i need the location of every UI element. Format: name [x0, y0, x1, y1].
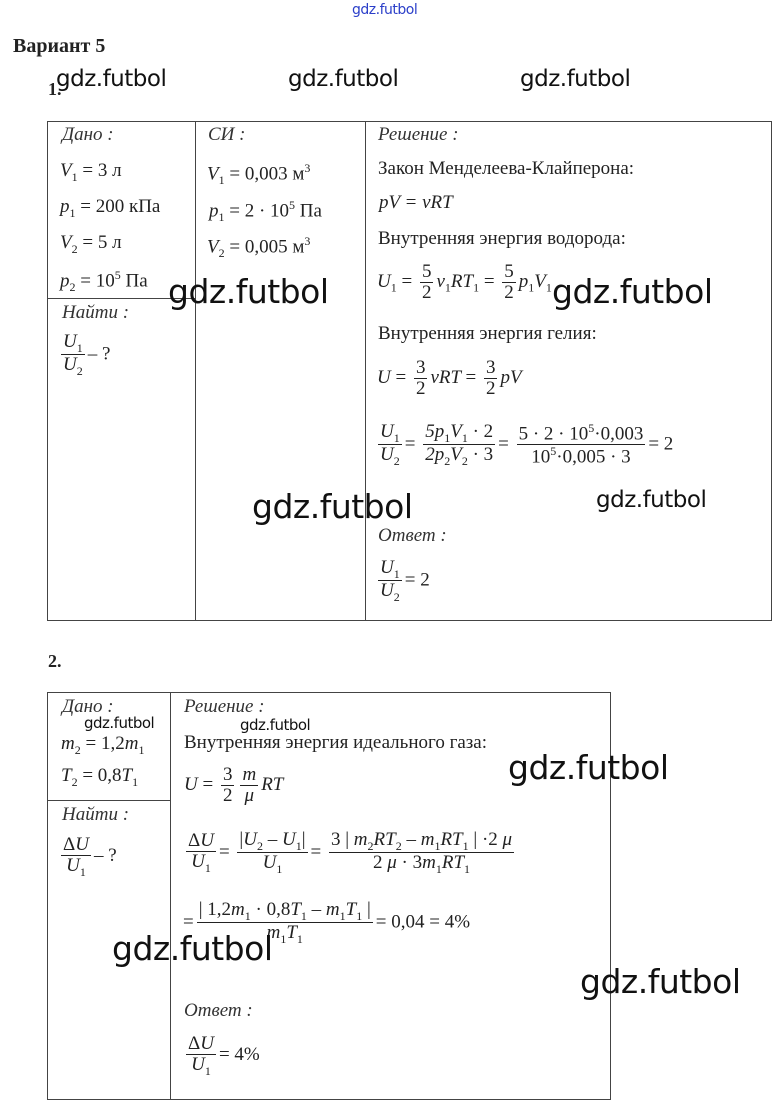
equation-result: = $\frac{| 1,2m_1 \cdot 0,8T_1 - m_1T_1 |}{m_1T_1}$ = 0,04 = 4% — [183, 899, 471, 947]
given-v1: $V_1 = 3$ л — [60, 160, 122, 184]
table-divider — [170, 692, 171, 1099]
site-watermark-top[interactable]: gdz.futbol — [352, 2, 418, 18]
problem-1-number: 1. — [48, 79, 62, 99]
table-divider — [195, 121, 196, 620]
watermark: gdz.futbol — [596, 487, 707, 513]
given-m2: $m_2 = 1,2m_1$ — [61, 733, 145, 757]
naiti-label: Найти : — [62, 804, 130, 825]
watermark: gdz.futbol — [168, 272, 329, 311]
variant-heading: Вариант 5 — [13, 35, 106, 57]
hydrogen-text: Внутренняя энергия водорода: — [378, 228, 626, 249]
answer-2: $\frac{\Delta U}{U_1}$ = 4% — [188, 1033, 260, 1078]
watermark: gdz.futbol — [56, 66, 167, 92]
reshenie-label: Решение : — [378, 124, 459, 145]
watermark: gdz.futbol — [520, 66, 631, 92]
watermark: gdz.futbol — [112, 929, 273, 968]
equation-delta: $\frac{\Delta U}{U_1}$ = $\frac{|U_2 - U_1|}{U_1}$ = $\frac{3 | m_2RT_2 - m_1RT_1 | \cdot 2 \mu}{2 \mu \cdot 3m_1RT_1}$ — [188, 829, 513, 877]
table-divider — [48, 800, 170, 801]
find-delta: $\frac{\Delta U}{U_1}$ – ? — [63, 834, 117, 879]
given-v2: $V_2 = 5$ л — [60, 232, 122, 256]
table-divider — [365, 121, 366, 620]
watermark: gdz.futbol — [508, 748, 669, 787]
watermark: gdz.futbol — [84, 714, 155, 732]
answer-1: $\frac{U_1}{U_2}$ = 2 — [380, 557, 430, 605]
reshenie-label: Решение : — [184, 696, 265, 717]
law-text: Закон Менделеева-Клайперона: — [378, 158, 635, 179]
equation-ratio: $\frac{U_1}{U_2}$ = $\frac{5p_1V_1 \cdot 2}{2p_2V_2 \cdot 3}$ = $\frac{5 \cdot 2 \cdot 10^5\cdot 0,003}{10^5\cdot 0,005 \cdot 3}$ = 2 — [380, 421, 674, 469]
otvet-label: Ответ : — [378, 525, 447, 546]
given-p2: $p_2 = 10^5$ Па — [60, 268, 148, 295]
si-p1: $p_1 = 2 \cdot 10^5$ Па — [209, 198, 322, 225]
equation-u: U = $\frac{3}{2}$ νRT = $\frac{3}{2}$ pV — [377, 357, 522, 399]
dano-label: Дано : — [62, 124, 114, 145]
otvet-label: Ответ : — [184, 1000, 253, 1021]
given-p1: $p_1 = 200$ кПа — [60, 196, 161, 220]
watermark: gdz.futbol — [552, 272, 713, 311]
watermark: gdz.futbol — [252, 487, 413, 526]
si-v2: $V_2 = 0,005$ $м^3$ — [207, 234, 311, 261]
watermark: gdz.futbol — [240, 716, 311, 734]
dano-label: Дано : — [62, 696, 114, 717]
equation-u1: $U_1$ = $\frac{5}{2}$ $\nu_1RT_1$ = $\frac{5}{2}$ $p_1V_1$ — [377, 261, 552, 303]
equation-state: pV = νRT — [379, 192, 453, 213]
equation-ideal: U = $\frac{3}{2}$ $\frac{m}{\mu}$ RT — [184, 764, 284, 806]
problem-2-number: 2. — [48, 651, 62, 671]
watermark: gdz.futbol — [580, 962, 741, 1001]
si-label: СИ : — [208, 124, 246, 145]
find-ratio: $\frac{U_1}{U_2}$ – ? — [63, 331, 111, 379]
naiti-label: Найти : — [62, 302, 130, 323]
watermark: gdz.futbol — [288, 66, 399, 92]
given-t2: $T_2 = 0,8T_1$ — [61, 765, 139, 789]
si-v1: $V_1 = 0,003$ $м^3$ — [207, 161, 311, 188]
helium-text: Внутренняя энергия гелия: — [378, 323, 597, 344]
ideal-gas-text: Внутренняя энергия идеального газа: — [184, 732, 488, 753]
